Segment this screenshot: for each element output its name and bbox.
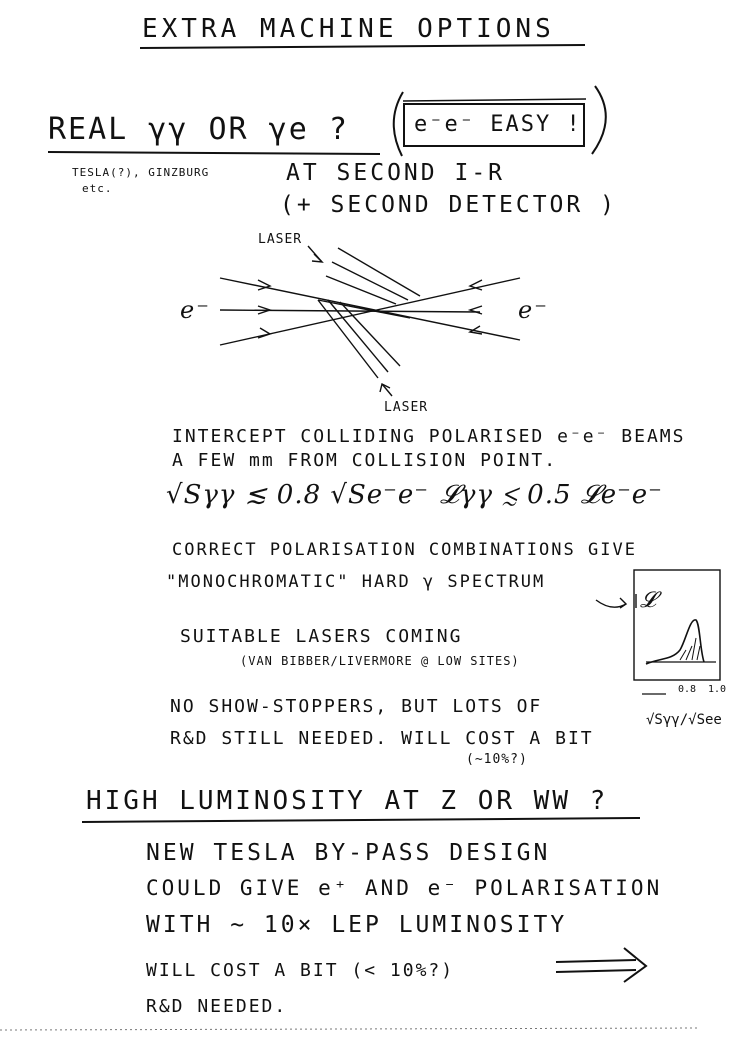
refs-line1: TESLA(?), GINZBURG xyxy=(72,166,210,179)
refs-line2: etc. xyxy=(82,182,113,195)
spectrum-inset xyxy=(596,570,720,694)
suitable-line2: (VAN BIBBER/LIVERMORE @ LOW SITES) xyxy=(240,654,520,668)
bypass-line3: WITH ~ 10× LEP LUMINOSITY xyxy=(146,912,568,938)
arrow-head xyxy=(312,254,322,262)
energy-formula: √Sγγ ≲ 0.8 √Se⁻e⁻ xyxy=(166,480,429,510)
close-paren xyxy=(592,86,606,154)
title-underline xyxy=(140,45,585,48)
second-ir: AT SECOND I-R xyxy=(286,160,506,186)
noshow-line2: R&D STILL NEEDED. WILL COST A BIT xyxy=(170,728,594,749)
section1-heading: REAL γγ OR γe ? xyxy=(48,112,349,147)
spectrum-hatching xyxy=(680,638,700,660)
open-paren xyxy=(394,92,403,156)
spectrum-arrow xyxy=(596,598,626,608)
spectrum-x-label: √Sγγ/√See xyxy=(646,712,722,728)
arrow-head xyxy=(470,306,482,314)
spectrum-y-label: 𝓛 xyxy=(640,588,658,613)
second-detector: (+ SECOND DETECTOR ) xyxy=(280,192,617,218)
beam-right-label: e⁻ xyxy=(518,296,549,324)
spectrum-tick-08: 0.8 xyxy=(678,684,697,695)
easy-note: e⁻e⁻ EASY ! xyxy=(414,112,582,137)
intercept-line2: A FEW mm FROM COLLISION POINT. xyxy=(172,450,558,471)
laser-beam xyxy=(326,276,396,304)
beam-left-label: e⁻ xyxy=(180,296,211,324)
correct-line2: "MONOCHROMATIC" HARD γ SPECTRUM xyxy=(166,572,546,592)
spectrum-tick-10: 1.0 xyxy=(708,684,727,695)
luminosity-formula: 𝓛γγ ≲ 0.5 𝓛e⁻e⁻ xyxy=(440,480,663,510)
suitable-line1: SUITABLE LASERS COMING xyxy=(180,626,463,647)
collision-diagram xyxy=(220,246,520,396)
mirror-line xyxy=(318,300,410,318)
bypass-line2: COULD GIVE e⁺ AND e⁻ POLARISATION xyxy=(146,876,663,900)
easy-box-double xyxy=(403,99,586,101)
laser-bottom-label: LASER xyxy=(384,400,429,415)
bypass-line1: NEW TESLA BY-PASS DESIGN xyxy=(146,840,551,866)
laser-top-label: LASER xyxy=(258,232,303,247)
heading-underline xyxy=(48,152,380,154)
section2-heading: HIGH LUMINOSITY AT Z OR WW ? xyxy=(86,786,609,816)
rd-line: R&D NEEDED. xyxy=(146,996,288,1017)
noshow-line1: NO SHOW-STOPPERS, BUT LOTS OF xyxy=(170,696,543,717)
page-title: EXTRA MACHINE OPTIONS xyxy=(142,14,555,44)
intercept-line1: INTERCEPT COLLIDING POLARISED e⁻e⁻ BEAMS xyxy=(172,426,686,447)
double-arrow-icon xyxy=(556,948,646,982)
noshow-line3: (~10%?) xyxy=(466,752,528,767)
scan-border xyxy=(0,1028,700,1030)
cost-line: WILL COST A BIT (< 10%?) xyxy=(146,960,455,981)
heading2-underline xyxy=(82,818,640,822)
laser-beam xyxy=(338,248,420,296)
correct-line1: CORRECT POLARISATION COMBINATIONS GIVE xyxy=(172,540,637,560)
